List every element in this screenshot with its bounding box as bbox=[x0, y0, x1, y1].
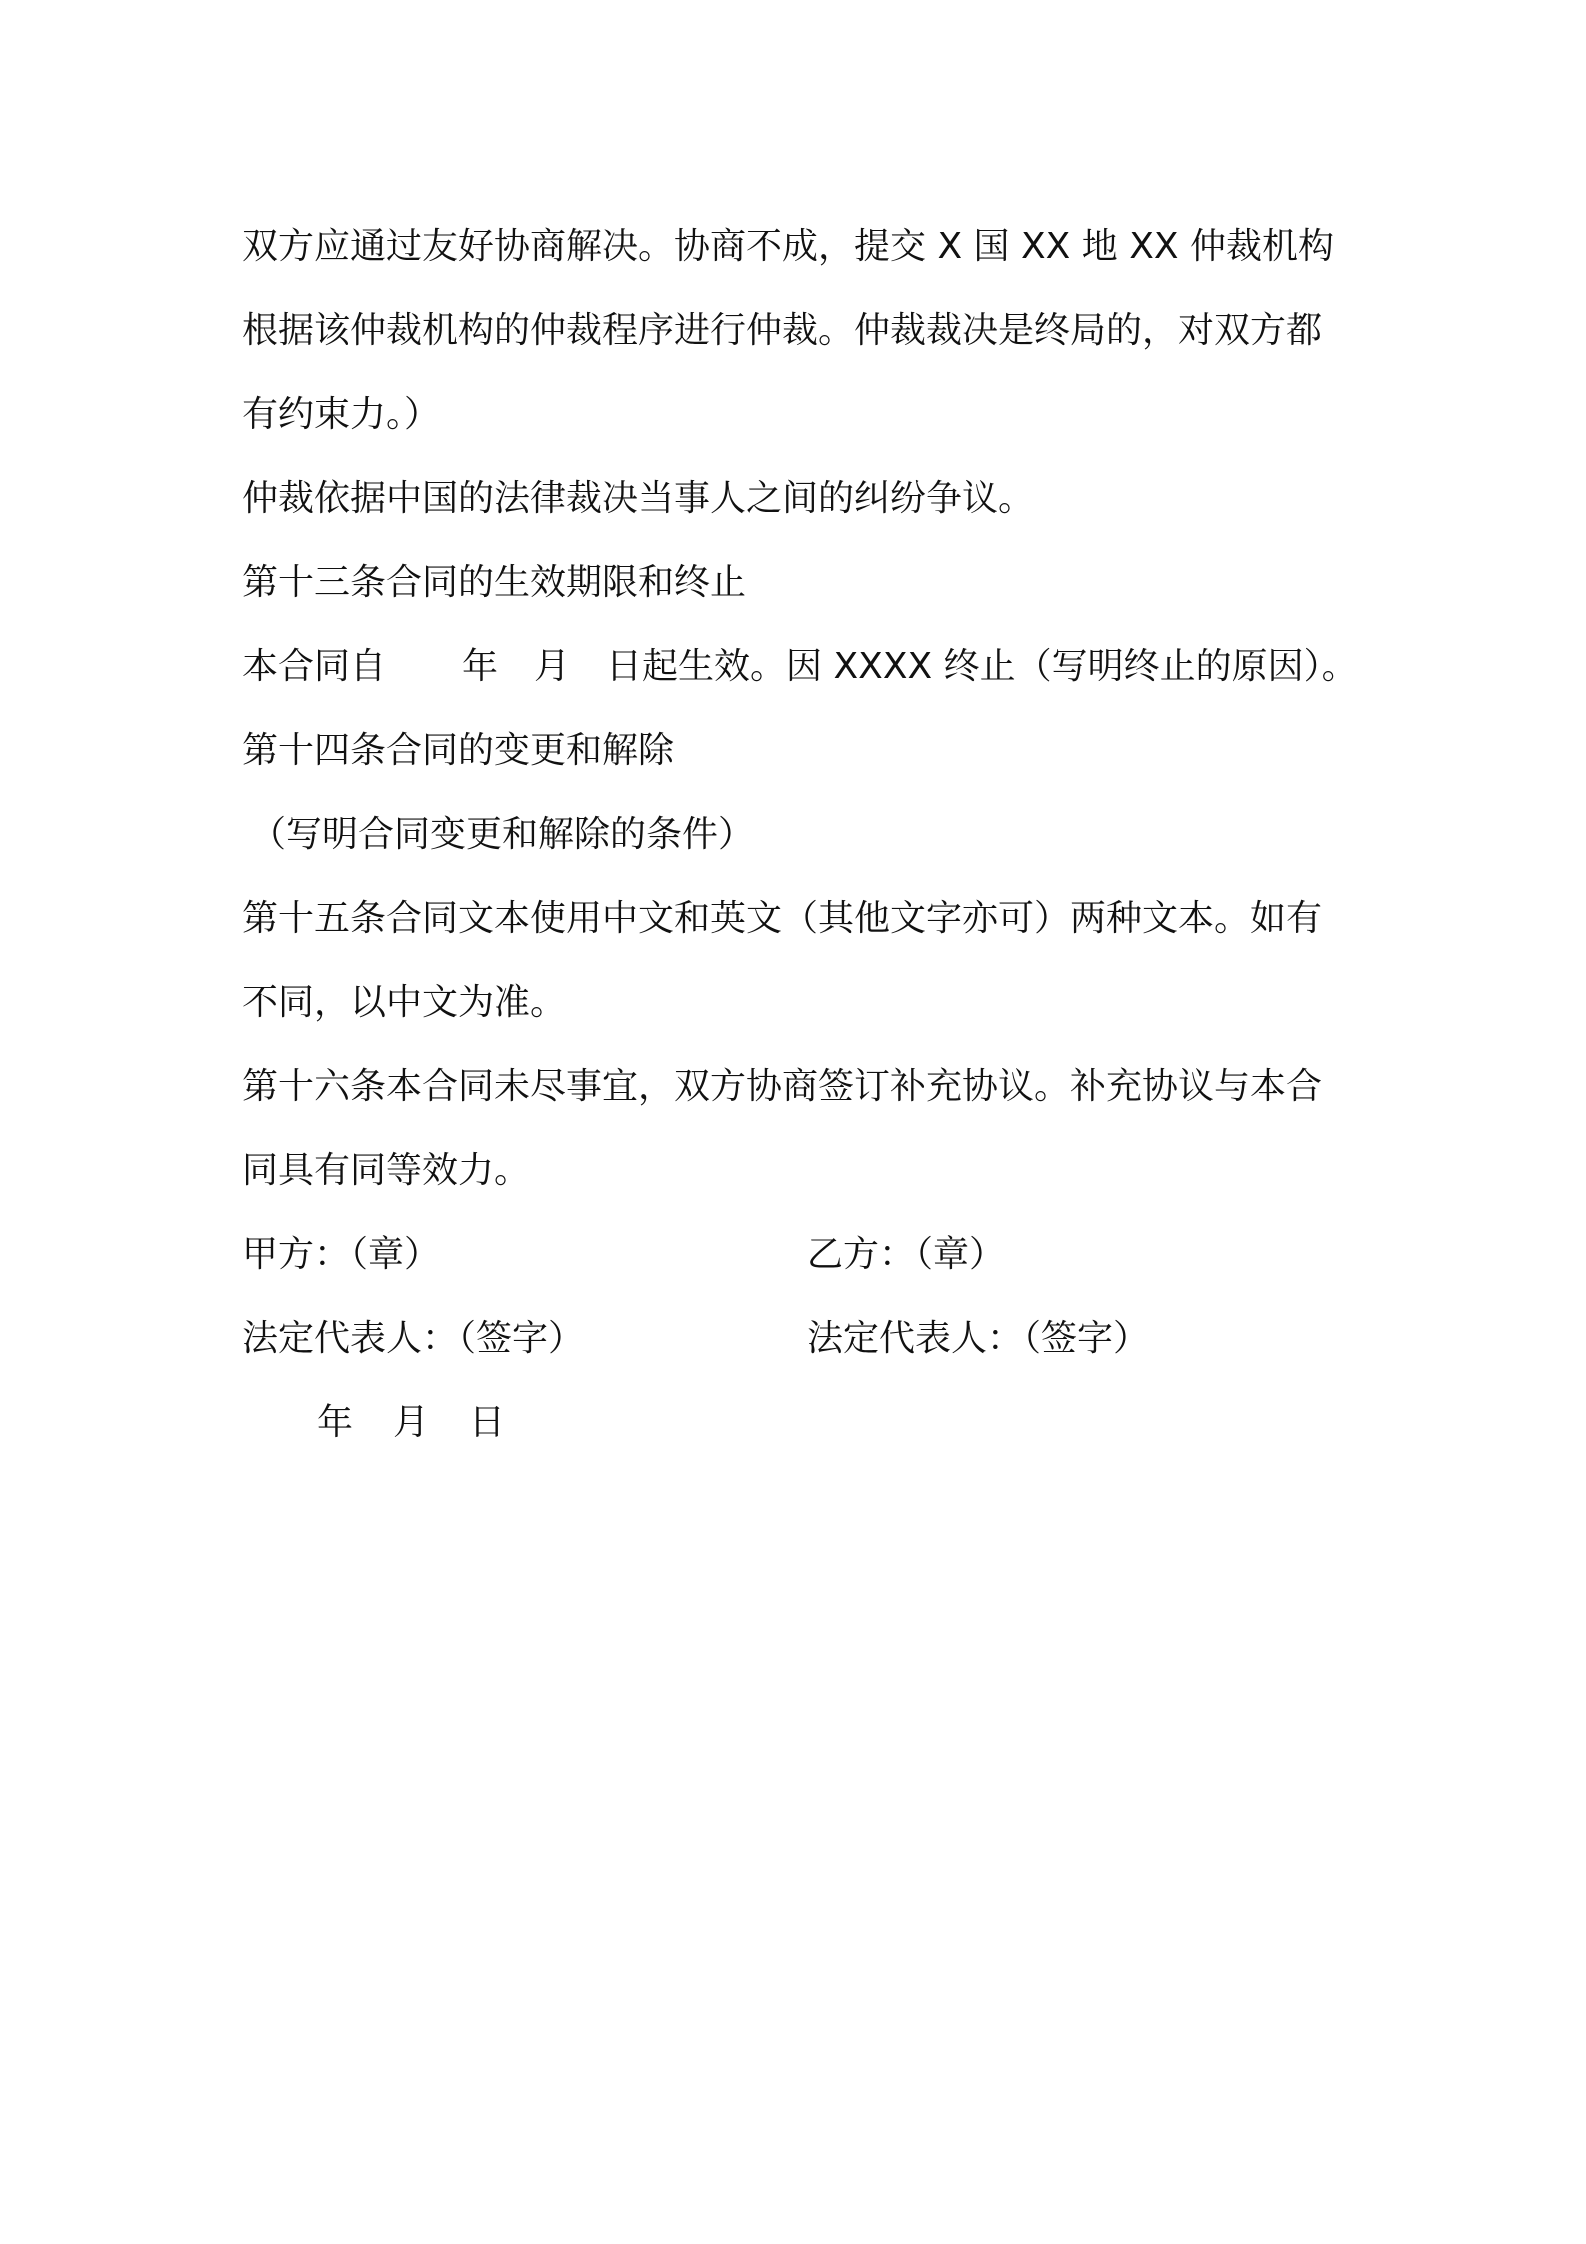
article-14-conditions: （写明合同变更和解除的条件） bbox=[250, 814, 755, 855]
signing-date-month: 月 bbox=[393, 1402, 430, 1443]
effective-date-year: 年 bbox=[462, 646, 499, 687]
signing-date-year: 年 bbox=[317, 1402, 354, 1443]
article-16-line-1: 第十六条本合同未尽事宜，双方协商签订补充协议。补充协议与本合 bbox=[242, 1066, 1323, 1107]
article-15-line-2: 不同，以中文为准。 bbox=[242, 982, 567, 1023]
article-14-heading: 第十四条合同的变更和解除 bbox=[242, 730, 675, 771]
effective-date-month: 月 bbox=[534, 646, 571, 687]
document-body bbox=[242, 205, 1362, 1465]
signing-date bbox=[242, 1381, 1362, 1465]
paragraph-line-2: 根据该仲裁机构的仲裁程序进行仲裁。仲裁裁决是终局的，对双方都 bbox=[242, 310, 1323, 351]
paragraph-line-4: 仲裁依据中国的法律裁决当事人之间的纠纷争议。 bbox=[242, 478, 1035, 519]
effective-date-suffix: 日起生效。因 XXXX 终止（写明终止的原因）。 bbox=[606, 646, 1358, 687]
article-16-line-2: 同具有同等效力。 bbox=[242, 1150, 531, 1191]
effective-date-line bbox=[242, 625, 1362, 709]
paragraph-line-3: 有约束力。） bbox=[242, 394, 441, 435]
party-b-seal: 乙方：（章） bbox=[807, 1234, 1006, 1275]
signature-seal-row bbox=[242, 1213, 1362, 1297]
signature-rep-row bbox=[242, 1297, 1362, 1381]
signing-date-day: 日 bbox=[469, 1402, 506, 1443]
party-a-representative: 法定代表人：（签字） bbox=[242, 1318, 585, 1359]
party-b-representative: 法定代表人：（签字） bbox=[807, 1318, 1150, 1359]
article-13-heading: 第十三条合同的生效期限和终止 bbox=[242, 562, 747, 603]
article-15-line-1: 第十五条合同文本使用中文和英文（其他文字亦可）两种文本。如有 bbox=[242, 898, 1323, 939]
party-a-seal: 甲方：（章） bbox=[242, 1234, 441, 1275]
effective-date-prefix: 本合同自 bbox=[242, 646, 387, 687]
paragraph-line-1: 双方应通过友好协商解决。协商不成，提交 X 国 XX 地 XX 仲裁机构 bbox=[242, 226, 1334, 267]
